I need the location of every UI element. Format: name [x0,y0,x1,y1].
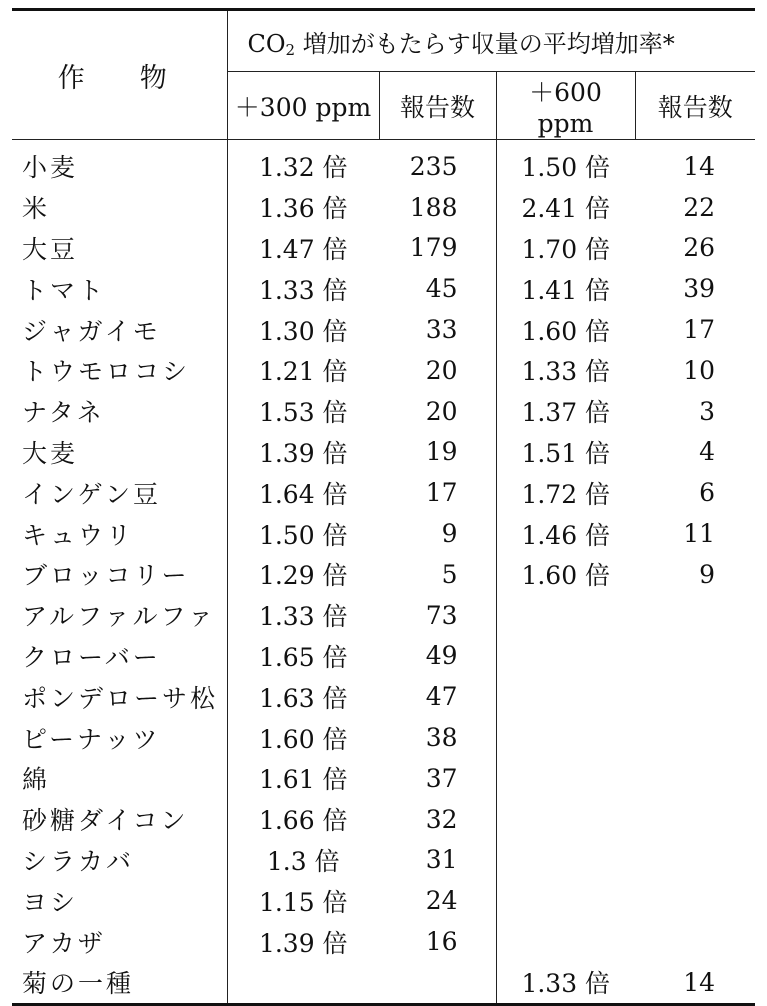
table-row [12,554,755,595]
increase-300ppm-cell: 1.21 倍 [258,357,348,387]
table-row [12,187,755,228]
increase-300ppm-cell: 1.33 倍 [258,602,348,632]
increase-600ppm-cell: 1.70 倍 [521,234,611,264]
increase-300ppm-cell: 1.47 倍 [258,234,348,264]
increase-300ppm-cell: 1.39 倍 [258,928,348,958]
increase-600ppm-cell: 1.72 倍 [521,479,611,509]
table-row [12,432,755,473]
reports-300ppm-cell: 49 [379,636,496,677]
reports-600ppm-cell: 6 [699,478,716,508]
table-row [12,676,755,717]
reports-600ppm-cell: 22 [683,192,716,222]
table-row [12,350,755,391]
table-row [12,268,755,309]
crop-name-cell: インゲン豆 [12,472,227,513]
crop-name-cell: トウモロコシ [12,350,227,391]
crop-name-cell: 大麦 [12,432,227,473]
table-body [12,140,755,1005]
increase-600ppm-cell: 1.50 倍 [521,153,611,183]
increase-300ppm-cell: 1.32 倍 [258,153,348,183]
group-header-prefix: CO [247,29,286,58]
group-header-subscript: 2 [285,40,296,59]
reports-600ppm-cell [635,921,755,962]
table-row [12,962,755,1004]
crop-name-cell: キュウリ [12,513,227,554]
increase-600ppm-cell: 1.51 倍 [521,438,611,468]
increase-600ppm-cell: 1.33 倍 [521,357,611,387]
group-header [227,10,755,72]
crop-name-cell: ピーナッツ [12,717,227,758]
increase-600ppm-cell [496,595,635,636]
reports-600ppm-cell [635,840,755,881]
reports-600ppm-cell: 3 [699,396,716,426]
increase-600ppm-cell: 2.41 倍 [521,194,611,224]
reports-600ppm-cell [635,636,755,677]
col-300ppm-header: ＋300 ppm [227,72,379,140]
crop-name-cell: 菊の一種 [12,962,227,1004]
crop-name-cell: シラカバ [12,840,227,881]
table-row [12,840,755,881]
reports-600ppm-cell: 14 [683,967,716,997]
reports-300ppm-cell [379,962,496,1004]
increase-300ppm-cell: 1.63 倍 [258,683,348,713]
increase-300ppm-cell: 1.3 倍 [266,846,340,876]
reports-300ppm-cell: 31 [379,840,496,881]
crop-name-cell: ジャガイモ [12,309,227,350]
increase-300ppm-cell: 1.65 倍 [258,642,348,672]
table-row [12,636,755,677]
increase-300ppm-cell: 1.29 倍 [258,561,348,591]
table-row [12,140,755,187]
reports-300ppm-cell: 235 [379,140,496,187]
table-row [12,799,755,840]
increase-300ppm-cell: 1.36 倍 [258,194,348,224]
increase-600ppm-cell: 1.41 倍 [521,275,611,305]
crop-name-cell: ナタネ [12,391,227,432]
reports-600ppm-cell: 11 [683,519,716,549]
crop-name-cell: 砂糖ダイコン [12,799,227,840]
reports-300ppm-cell: 38 [379,717,496,758]
increase-300ppm-cell: 1.30 倍 [258,316,348,346]
reports-600ppm-cell [635,676,755,717]
group-header-suffix: 増加がもたらす収量の平均増加率* [295,29,675,58]
reports-600ppm-cell [635,799,755,840]
reports-300ppm-cell: 179 [379,228,496,269]
reports-600ppm-cell: 26 [683,233,716,263]
table-row [12,309,755,350]
increase-300ppm-cell: 1.39 倍 [258,438,348,468]
reports-300ppm-cell: 33 [379,309,496,350]
crop-name-cell: 米 [12,187,227,228]
table-row [12,472,755,513]
table-row [12,391,755,432]
increase-600ppm-cell [496,636,635,677]
increase-300ppm-cell: 1.33 倍 [258,275,348,305]
reports-600ppm-cell: 17 [683,315,716,345]
reports-300ppm-cell: 19 [379,432,496,473]
reports-300ppm-cell: 9 [379,513,496,554]
increase-600ppm-cell [496,840,635,881]
increase-300ppm-cell [227,962,379,1004]
col-300ppm-count-header: 報告数 [379,72,496,140]
crop-column-header: 作 物 [12,10,227,140]
reports-300ppm-cell: 32 [379,799,496,840]
reports-600ppm-cell [635,717,755,758]
crop-name-cell: クローバー [12,636,227,677]
reports-600ppm-cell: 14 [683,151,716,181]
col-600ppm-count-header: 報告数 [635,72,755,140]
increase-600ppm-cell [496,758,635,799]
reports-600ppm-cell: 9 [699,559,716,589]
crop-name-cell: ブロッコリー [12,554,227,595]
reports-600ppm-cell [635,758,755,799]
crop-name-cell: トマト [12,268,227,309]
reports-300ppm-cell: 24 [379,880,496,921]
reports-300ppm-cell: 47 [379,676,496,717]
increase-300ppm-cell: 1.53 倍 [258,398,348,428]
table-row [12,921,755,962]
increase-300ppm-cell: 1.15 倍 [258,887,348,917]
increase-600ppm-cell: 1.37 倍 [521,398,611,428]
reports-300ppm-cell: 73 [379,595,496,636]
reports-300ppm-cell: 20 [379,391,496,432]
increase-600ppm-cell [496,799,635,840]
increase-300ppm-cell: 1.64 倍 [258,479,348,509]
reports-300ppm-cell: 188 [379,187,496,228]
document-page [12,8,755,1006]
reports-300ppm-cell: 45 [379,268,496,309]
crop-name-cell: 小麦 [12,140,227,187]
reports-600ppm-cell: 10 [683,355,716,385]
table-row [12,228,755,269]
increase-600ppm-cell: 1.60 倍 [521,316,611,346]
reports-600ppm-cell [635,880,755,921]
increase-300ppm-cell: 1.60 倍 [258,724,348,754]
table-row [12,717,755,758]
reports-300ppm-cell: 5 [379,554,496,595]
increase-600ppm-cell: 1.46 倍 [521,520,611,550]
reports-300ppm-cell: 20 [379,350,496,391]
table-header [12,10,755,140]
crop-name-cell: アルファルファ [12,595,227,636]
reports-600ppm-cell [635,595,755,636]
crop-name-cell: ヨシ [12,880,227,921]
crop-name-cell: 綿 [12,758,227,799]
table-row [12,595,755,636]
reports-300ppm-cell: 37 [379,758,496,799]
increase-300ppm-cell: 1.50 倍 [258,520,348,550]
table-row [12,513,755,554]
increase-600ppm-cell [496,676,635,717]
reports-300ppm-cell: 17 [379,472,496,513]
table-row [12,758,755,799]
increase-600ppm-cell [496,921,635,962]
increase-600ppm-cell [496,880,635,921]
reports-600ppm-cell: 39 [683,274,716,304]
col-600ppm-header: ＋600 ppm [496,72,635,140]
increase-300ppm-cell: 1.61 倍 [258,765,348,795]
crop-yield-table [12,8,755,1006]
crop-name-cell: 大豆 [12,228,227,269]
reports-600ppm-cell: 4 [699,437,716,467]
increase-300ppm-cell: 1.66 倍 [258,806,348,836]
crop-name-cell: ポンデローサ松 [12,676,227,717]
table-row [12,880,755,921]
increase-600ppm-cell: 1.60 倍 [521,561,611,591]
increase-600ppm-cell: 1.33 倍 [521,969,611,999]
reports-300ppm-cell: 16 [379,921,496,962]
crop-name-cell: アカザ [12,921,227,962]
increase-600ppm-cell [496,717,635,758]
